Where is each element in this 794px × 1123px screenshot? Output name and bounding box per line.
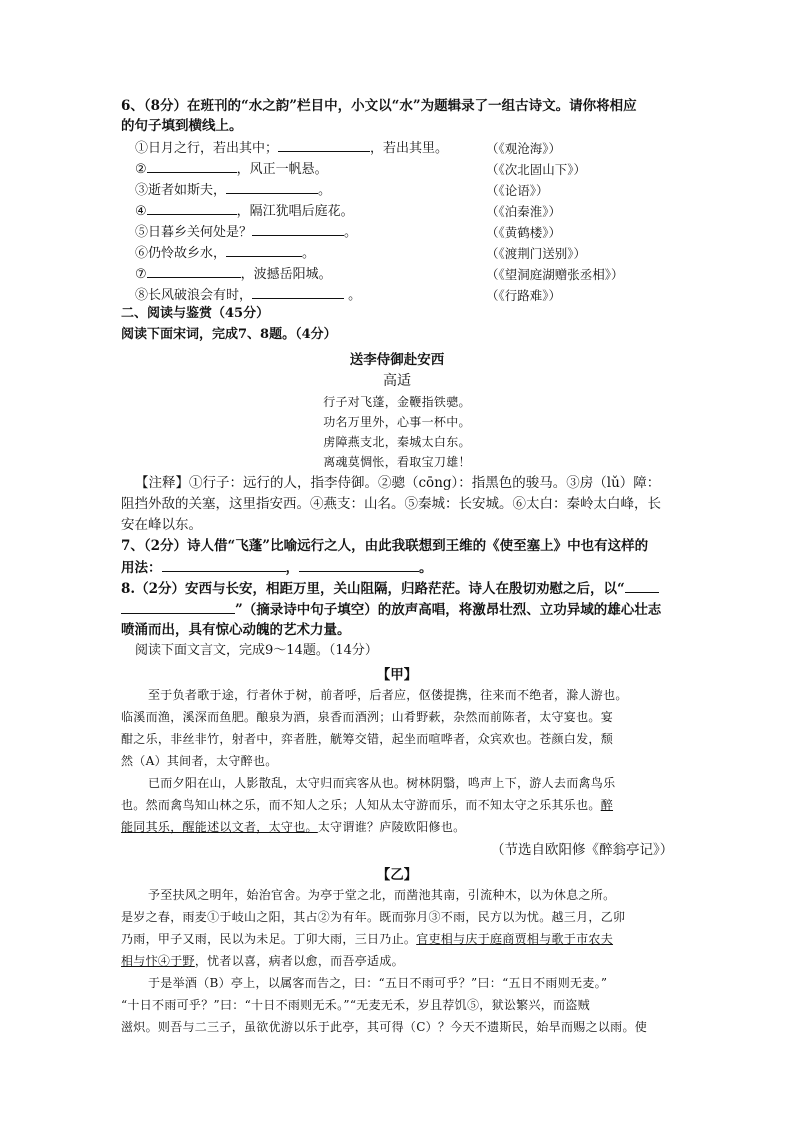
q6-item-text: ⑦ <box>135 267 147 282</box>
q6-source: （《次北固山下》） <box>486 162 587 177</box>
passage-line: 于是举酒（B）亭上，以属客而告之，曰：“五日不雨可乎？”曰：“五日不雨则无麦。” <box>148 976 608 990</box>
q7-sep: ， <box>285 560 299 576</box>
q7-stem: 7、（2分）诗人借“飞蓬”比喻远行之人，由此我联想到王维的《使至塞上》中也有这样的 <box>121 538 649 554</box>
passage-label-yi: 【乙】 <box>376 867 418 883</box>
q6-stem-line2: 的句子填到横线上。 <box>121 118 243 134</box>
passage-line <box>121 930 613 948</box>
passage-line: “十日不雨可乎？”曰：“十日不雨则无禾。”“无麦无禾，岁且荐饥⑤，狱讼繁兴，而盗贼 <box>121 998 590 1012</box>
q6-item-text: ，波撼岳阳城。 <box>240 267 332 282</box>
q7-end: 。 <box>419 560 433 576</box>
q6-item <box>135 285 361 305</box>
passage-line: 予至扶风之明年，始治官舍。为亭于堂之北，而凿池其南，引流种木，以为休息之所。 <box>148 888 616 902</box>
q7-answer-line <box>121 558 433 577</box>
underlined-sentence: 能同其乐，醒能述以文者，太守也。 <box>121 820 318 834</box>
q6-item-text: ⑥仍怜故乡水， <box>135 246 227 261</box>
q8-stem-line1 <box>121 579 659 598</box>
q8-text: 8.（2分）安西与长安，相距万里，关山阻隔，归路茫茫。诗人在殷切劝慰之后，以“ <box>121 581 625 597</box>
answer-blank[interactable] <box>278 138 370 152</box>
q6-item <box>135 222 357 242</box>
answer-blank[interactable] <box>147 159 237 173</box>
passage-text: 也。然而禽鸟知山林之乐，而不知人之乐；人知从太守游而乐，而不知太守之乐其乐也。 <box>121 798 601 812</box>
answer-blank[interactable] <box>121 600 235 614</box>
q6-item <box>135 159 328 179</box>
q6-stem-line1: 6、（8分）在班刊的“水之韵”栏目中，小文以“水”为题辑录了一组古诗文。请你将相应 <box>121 98 637 114</box>
passage-source: （节选自欧阳修《醉翁亭记》） <box>491 842 674 858</box>
answer-blank[interactable] <box>147 264 241 278</box>
q6-item-text: 。 <box>302 246 316 261</box>
underlined-sentence: 官吏相与庆于庭商贾相与歌于市农夫 <box>416 932 614 946</box>
q6-item-text: ，隔江犹唱后庭花。 <box>236 204 354 219</box>
poem-author: 高适 <box>383 373 411 389</box>
passage-line: 滋炽。则吾与二三子，虽欲优游以乐于此亭，其可得（C）？今天不遗斯民，始旱而赐之以雨。使 <box>121 1020 648 1034</box>
passage-line: 然（A）其间者，太守醉也。 <box>121 754 278 768</box>
underlined-sentence: 醉 <box>600 798 614 812</box>
passage-text: ，忧者以喜，病者以愈，而吾亭适成。 <box>194 954 404 968</box>
answer-blank[interactable] <box>226 180 318 194</box>
q8-text: ”（摘录诗中句子填空）的放声高唱，将激昂壮烈、立功异域的雄心壮志 <box>235 602 662 618</box>
poem-line: 离魂莫惆怅，看取宝刀雄！ <box>323 455 471 469</box>
underlined-sentence: 相与忭④于野 <box>121 954 195 968</box>
q6-item-text: ④ <box>135 204 147 219</box>
passage-line: 是岁之春，雨麦①于岐山之阳，其占②为有年。既而弥月③不雨，民方以为忧。越三月，乙卯 <box>121 910 626 924</box>
passage-line <box>121 796 613 814</box>
note-line: 【注释】①行子：远行的人，指李侍御。②骢（cōng）：指黑色的骏马。③房（lǔ）障： <box>135 475 661 491</box>
q6-source: （《望洞庭湖赠张丞相》） <box>486 267 624 282</box>
q6-source: （《黄鹤楼》） <box>486 225 562 240</box>
passage-label-jia: 【甲】 <box>376 667 418 683</box>
q7-label: 用法： <box>121 560 162 576</box>
q6-item-text: 。 <box>344 288 362 303</box>
q6-item <box>135 138 448 158</box>
section-intro: 阅读下面宋词，完成7、8题。（4分） <box>121 327 337 342</box>
poem-line: 功名万里外，心事一杯中。 <box>323 415 471 429</box>
q6-item <box>135 243 315 263</box>
q6-item-text: ，风正一帆悬。 <box>236 162 328 177</box>
q6-source: （《泊秦淮》） <box>486 204 562 219</box>
section-heading: 二、阅读与鉴赏（45分） <box>121 306 270 321</box>
q6-item-text: 。 <box>318 183 332 198</box>
passage-line: 酣之乐，非丝非竹，射者中，弈者胜，觥筹交错，起坐而喧哗者，众宾欢也。苍颜白发，颓 <box>121 732 614 746</box>
q6-item-text: ①日月之行，若出其中； <box>135 141 279 156</box>
q6-item-text: ③逝者如斯夫， <box>135 183 227 198</box>
q8-stem-line3: 喷涌而出，具有惊心动魄的艺术力量。 <box>121 622 351 638</box>
passage-line: 临溪而渔，溪深而鱼肥。酿泉为酒，泉香而酒洌；山肴野蔌，杂然而前陈者，太守宴也。宴 <box>121 710 614 724</box>
q6-item <box>135 180 331 200</box>
poem-line: 虏障燕支北，秦城太白东。 <box>323 435 471 449</box>
poem-line: 行子对飞蓬，金鞭指铁骢。 <box>323 395 471 409</box>
q6-item-text: ② <box>135 162 147 177</box>
q6-item-text: 。 <box>344 225 358 240</box>
q6-source: （《论语》） <box>486 183 549 198</box>
answer-blank[interactable] <box>226 243 302 257</box>
passage-line <box>121 818 465 836</box>
q6-item-text: ，若出其里。 <box>370 141 449 156</box>
answer-blank[interactable] <box>147 201 237 215</box>
passage-line: 已而夕阳在山，人影散乱，太守归而宾客从也。树林阴翳，鸣声上下，游人去而禽鸟乐 <box>148 776 616 790</box>
passage-text: 太守谓谁？庐陵欧阳修也。 <box>317 820 466 834</box>
passage-line <box>121 952 404 970</box>
q6-item <box>135 201 354 221</box>
q6-source: （《行路难》） <box>486 288 562 303</box>
q6-item-text: ⑧长风破浪会有时， <box>135 288 253 303</box>
q6-item-text: ⑤日暮乡关何处是？ <box>135 225 253 240</box>
answer-blank[interactable] <box>162 558 286 572</box>
q8-stem-line2 <box>121 600 661 619</box>
passage-line: 至于负者歌于途，行者休于树，前者呼，后者应，伛偻提携，往来而不绝者，滁人游也。 <box>148 688 628 702</box>
passage-text: 乃雨，甲子又雨，民以为未足。丁卯大雨，三日乃止。 <box>121 932 417 946</box>
q6-item <box>135 264 332 284</box>
poem-title: 送李侍御赴安西 <box>349 352 445 368</box>
classical-intro: 阅读下面文言文，完成9～14题。（14分） <box>135 643 378 658</box>
answer-blank[interactable] <box>299 558 419 572</box>
q6-source: （《渡荆门送别》） <box>486 246 587 261</box>
answer-blank[interactable] <box>252 285 344 299</box>
note-line: 安在峰以东。 <box>121 517 202 533</box>
answer-blank[interactable] <box>625 579 659 593</box>
answer-blank[interactable] <box>252 222 344 236</box>
q6-source: （《观沧海》） <box>486 141 562 156</box>
note-line: 阻挡外敌的关塞，这里指安西。④燕支：山名。⑤秦城：长安城。⑥太白：秦岭太白峰，长 <box>121 496 661 512</box>
